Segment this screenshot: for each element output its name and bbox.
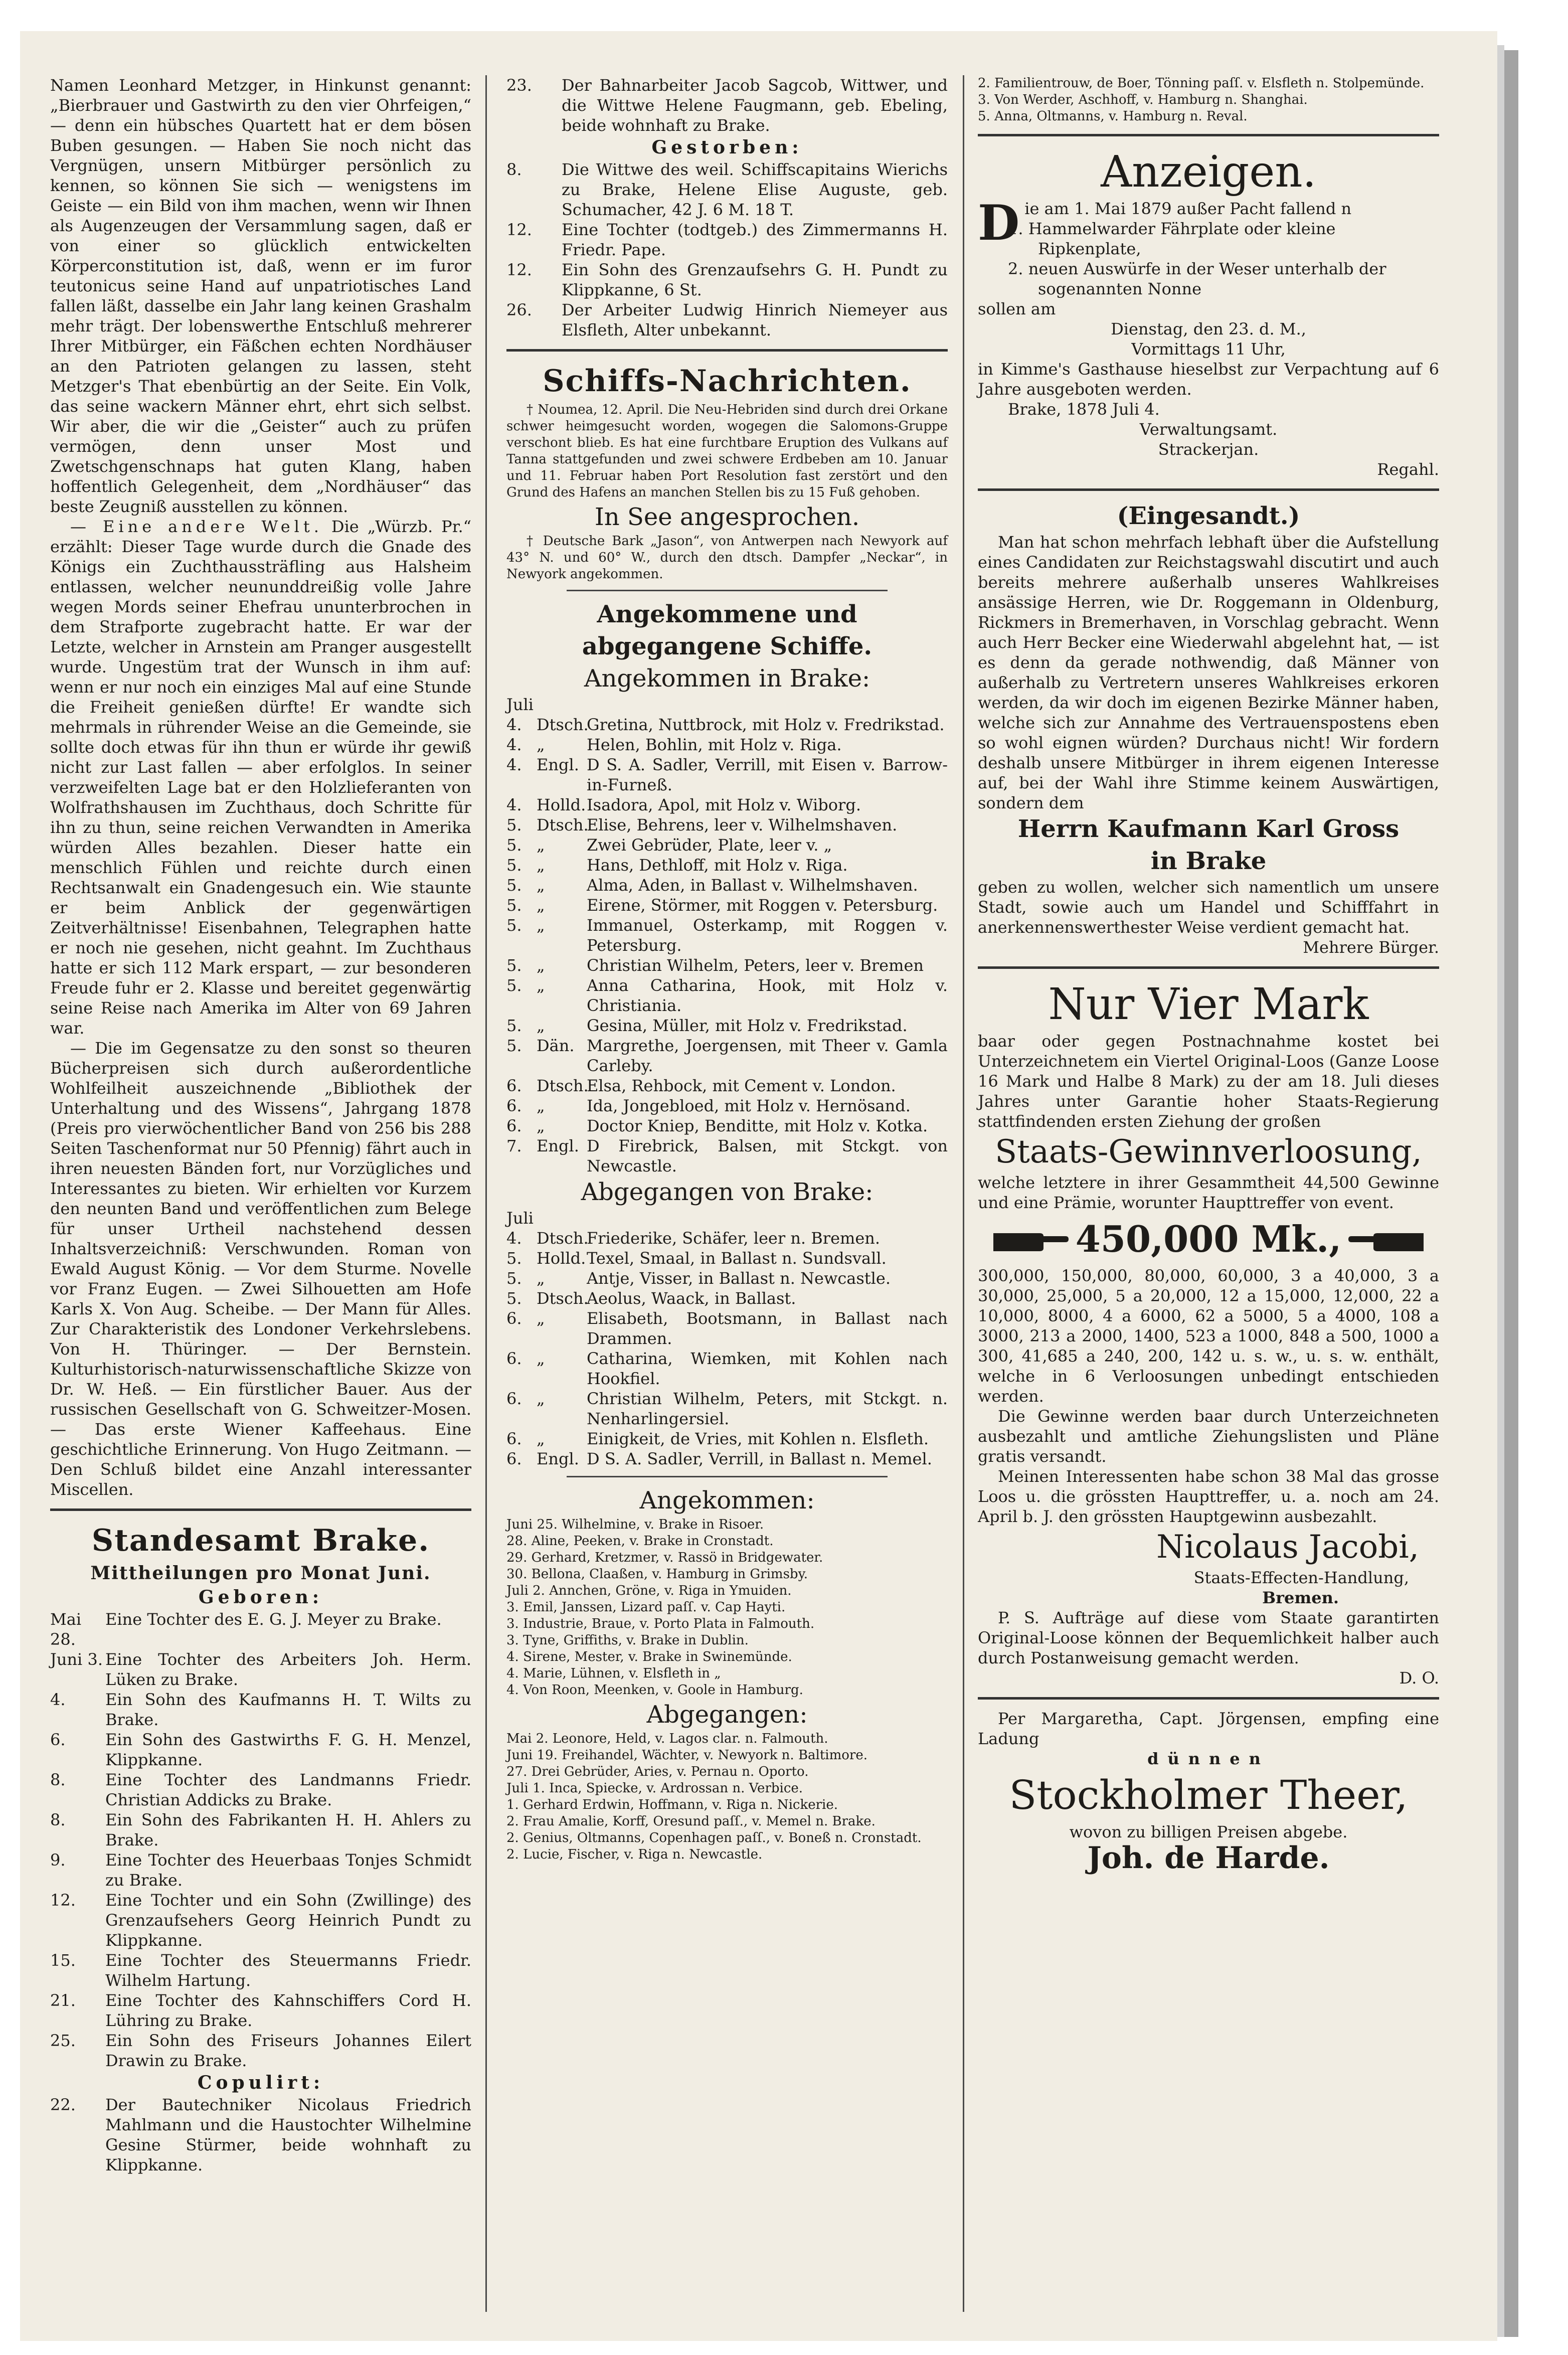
list-item — [506, 1429, 948, 1449]
submitted-title: (Eingesandt.) — [1117, 502, 1300, 530]
entry-date: 6. — [506, 1389, 522, 1408]
entry-text: Ein Sohn des Fabrikanten H. H. Ahlers zu Brake. — [105, 1810, 471, 1849]
lease-time: Vormittags 11 Uhr, — [1131, 340, 1286, 359]
firm-city: Bremen. — [1262, 1588, 1339, 1607]
entry-flag: Dtsch. — [537, 1076, 589, 1095]
month-label: Juli — [506, 1209, 534, 1228]
list-item — [506, 1116, 948, 1136]
entry-text: D S. A. Sadler, Verrill, in Ballast n. Memel. — [587, 1449, 932, 1468]
subsection-title: In See angesprochen. — [594, 503, 860, 531]
entry-date: 5. — [506, 1016, 522, 1035]
entry-date: 5. — [506, 956, 522, 975]
section-divider — [506, 349, 948, 352]
tar-ad-thin: dünnen — [1147, 1749, 1270, 1768]
entry-date: 5. — [506, 1036, 522, 1055]
entry-date: 5. — [506, 876, 522, 895]
list-item — [506, 1136, 948, 1176]
entry-text: Ein Sohn des Friseurs Johannes Eilert Drawin zu Brake. — [105, 2031, 471, 2070]
entry-date: 4. — [506, 715, 522, 734]
section-divider — [978, 966, 1439, 969]
entry-text: Eirene, Störmer, mit Roggen v. Petersburg. — [587, 896, 938, 915]
entry-date: 5. — [506, 815, 522, 834]
entry-date: 4. — [50, 1690, 66, 1709]
list-item — [50, 1609, 471, 1649]
entry-date: 5. — [506, 896, 522, 915]
entry-date: 9. — [50, 1851, 66, 1870]
list-item: 27. Drei Gebrüder, Aries, v. Pernau n. Oporto. — [506, 1764, 809, 1779]
subsection-title: Angekommen: — [639, 1486, 815, 1515]
submitted-text: Man hat schon mehrfach lebhaft über die Aufstellung eines Candidaten zur Reichstagswahl discutirt und auch bereits mehrere außerhalb unseres Wahlkreises ansässige Herren, wie Dr. Roggemann in Oldenburg, Rickmers in Bremerhaven, in Vorschlag gebracht. Wenn auch Herr Becker eine Wiederwahl abgelehnt hat, — ist es denn da gerade nothwendig, daß Männer von außerhalb zu Vertretern unseres Wahlkreises erkoren werden, da wir doch im eigenen Bezirke Männer haben, welche sich zur Annahme des Vertrauenspostens eben so wohl eignen würden? Durchaus nicht! Wir fordern deshalb unsere Mitbürger in ihrem eigenen Interesse auf, bei der Wahl ihre Stimme keinem Auswärtigen, sondern dem — [978, 533, 1439, 812]
entry-text: Eine Tochter (todtgeb.) des Zimmermanns H. Friedr. Pape. — [562, 220, 948, 259]
list-item — [506, 1308, 948, 1349]
entry-date: 5. — [506, 976, 522, 995]
entry-text: Hans, Dethloff, mit Holz v. Riga. — [587, 856, 848, 875]
entry-flag: Dtsch. — [537, 715, 589, 734]
lottery-text-2: welche letztere in ihrer Gesammtheit 44,500 Gewinne und eine Prämie, worunter Haupttreffer von event. — [978, 1173, 1439, 1212]
divider — [567, 1476, 888, 1477]
entry-flag: Engl. — [537, 1136, 579, 1155]
column-rule-1 — [485, 75, 487, 2312]
entry-text: Zwei Gebrüder, Plate, leer v. „ — [587, 835, 832, 855]
lottery-ps-sign: D. O. — [1399, 1668, 1439, 1688]
lottery-headline: Staats-Gewinnverloosung, — [995, 1133, 1422, 1170]
article-heading: — Eine andere Welt. — [70, 517, 323, 536]
page-edge — [1497, 45, 1504, 2337]
article-text: Namen Leonhard Metzger, in Hinkunst genannt: „Bierbrauer und Gastwirth zu den vier Ohrfeigen,“ — denn ein hübsches Quartett hat er dem bösen Buben gesungen. — Haben Sie noch nicht das Vergnügen, unsern Mitbürger persönlich zu kennen, so können Sie sich — wenigstens im Geiste — ein Bild von ihm machen, wenn wir Ihnen als Augenzeugen der Versammlung sagen, daß er von einer so glücklich entwickelten Körperconstitution ist, daß, wenn er im furor teutonicus seine Hand auf unpatriotisches Land fallen läßt, dasselbe ein Jahr lang keinen Grashalm mehr trägt. Der lobenswerthe Entschluß mehrerer Ihrer Mitbürger, ein Fäßchen echten Nordhäuser an den Patrioten gelangen zu lassen, steht Metzger's That ebenbürtig an der Seite. Ein Volk, das seine wackern Männer ehrt, ehrt sich selbst. Wir aber, die wir die „Geister“ auch zu prüfen vermögen, denn unser Most und Zwetschgenschnaps hat guten Klang, haben hoffentlich Gelegenheit, dem „Nordhäuser“ das beste Zeugniß ausstellen zu können. — [50, 76, 471, 516]
list-item — [506, 975, 948, 1016]
entry-flag: „ — [537, 876, 545, 895]
entry-flag: „ — [537, 1309, 545, 1328]
prize-list: 300,000, 150,000, 80,000, 60,000, 3 a 40,000, 3 a 30,000, 25,000, 5 a 20,000, 12 a 15,000, 12,000, 22 a 10,000, 8000, 4 a 6000, 62 a 5000, 5 a 4000, 108 a 3000, 213 a 2000, 1400, 523 a 1000, 848 a 500, 1000 a 300, 41,685 a 240, 200, 142 u. s. w., u. s. w. enthält, welche in 6 Verloosungen unbedingt entschieden werden. — [978, 1266, 1439, 1406]
list-item — [50, 1990, 471, 2031]
column-2 — [506, 75, 948, 1863]
list-item — [50, 1810, 471, 1850]
section-divider — [978, 1697, 1439, 1700]
entry-date: Mai 28. — [50, 1610, 82, 1649]
firm-name: Nicolaus Jacobi, — [1156, 1529, 1419, 1566]
column-1 — [50, 75, 471, 2175]
arrivals-list — [506, 715, 948, 1176]
entry-flag: Dtsch. — [537, 1289, 589, 1308]
list-item — [506, 1016, 948, 1036]
news-noumea: † Noumea, 12. April. Die Neu-Hebriden sind durch drei Orkane schwer heimgesucht worden, wogegen die Salomons-Gruppe verschont blieb. Es hat eine furchtbare Eruption des Vulkans auf Tanna stattgefunden und zwei schwere Erdbeben am 10. Januar und 11. Februar haben Port Resolution fast zerstört und den Grund des Hafens an manchen Stellen bis zu 15 Fuß gehoben. — [506, 402, 948, 500]
entry-text: Elise, Behrens, leer v. Wilhelmshaven. — [587, 815, 898, 834]
births-heading: Geboren: — [198, 1587, 323, 1608]
entry-text: Christian Wilhelm, Peters, mit Stckgt. n. Nenharlingersiel. — [587, 1389, 948, 1428]
marriages-list — [50, 2095, 471, 2175]
list-item — [50, 1690, 471, 1730]
entry-text: Eine Tochter des Steuermanns Friedr. Wilhelm Hartung. — [105, 1951, 471, 1990]
entry-flag: Engl. — [537, 755, 579, 774]
lease-signer: Strackerjan. — [1158, 440, 1259, 459]
list-item — [506, 1248, 948, 1268]
binding-edge — [1504, 50, 1518, 2337]
entry-date: 6. — [506, 1449, 522, 1468]
entry-text: Die Wittwe des weil. Schiffscapitains Wierichs zu Brake, Helene Elise Auguste, geb. Schumacher, 42 J. 6 M. 18 T. — [562, 160, 948, 219]
entry-flag: „ — [537, 1096, 545, 1115]
list-item — [506, 755, 948, 795]
entry-flag: „ — [537, 835, 545, 855]
entry-text: Eine Tochter des Landmanns Friedr. Christian Addicks zu Brake. — [105, 1770, 471, 1809]
entry-text: Eine Tochter des E. G. J. Meyer zu Brake. — [105, 1610, 442, 1629]
entry-date: 5. — [506, 835, 522, 855]
subsection-title: Abgegangen von Brake: — [581, 1178, 874, 1206]
list-item: 3. Tyne, Griffiths, v. Brake in Dublin. — [506, 1633, 749, 1648]
entry-text: Einigkeit, de Vries, mit Kohlen n. Elsfleth. — [587, 1429, 929, 1448]
entry-date: 5. — [506, 1289, 522, 1308]
subsection-title: Angekommen in Brake: — [584, 664, 870, 693]
entry-flag: Dtsch. — [537, 1229, 589, 1248]
list-item — [506, 159, 948, 220]
lease-text: in Kimme's Gasthause hieselbst zur Verpachtung auf 6 Jahre ausgeboten werden. — [978, 360, 1439, 399]
tar-ad-text: Per Margaretha, Capt. Jörgensen, empfing eine Ladung — [978, 1709, 1439, 1748]
firm-type: Staats-Effecten-Handlung, — [1193, 1568, 1409, 1587]
entry-text: Ein Sohn des Kaufmanns H. T. Wilts zu Brake. — [105, 1690, 471, 1729]
news-spoken: † Deutsche Bark „Jason“, von Antwerpen nach Newyork auf 43° N. und 60° W., durch den dtsch. Dampfer „Neckar“, in Newyork angekommen. — [506, 534, 948, 582]
lease-ad: Die am 1. Mai 1879 außer Pacht fallend n 1. Hammelwarder Fährplate oder kleine Ripkenplate, 2. neuen Auswürfe in der Weser unterhalb der sogenannten Nonne sollen am Dienstag, den 23. d. M., Vormittags 11 Uhr, in Kimme's Gasthause hieselbst zur Verpachtung auf 6 Jahre ausgeboten werden. Brake, 1878 Juli 4. Verwaltungsamt. Strackerjan. Regahl. — [978, 195, 1439, 479]
list-item — [506, 1228, 948, 1248]
list-item — [506, 1349, 948, 1389]
entry-flag: „ — [537, 1016, 545, 1035]
list-item — [50, 2095, 471, 2175]
list-item — [506, 1076, 948, 1096]
entry-text: Der Arbeiter Ludwig Hinrich Niemeyer aus Elsfleth, Alter unbekannt. — [562, 300, 948, 340]
library-notice: — Die im Gegensatze zu den sonst so theuren Bücherpreisen sich durch außerordentliche Wohlfeilheit auszeichnende „Bibliothek der Unterhaltung und des Wissens“, Jahrgang 1878 (Preis pro vierwöchentlicher Band von 256 bis 288 Seiten Taschenformat nur 50 Pfennig) fährt auch in ihren neuesten Bänden fort, nur Vorzügliches und Interessantes zu bieten. Wir erhielten vor Kurzem den neunten Band und veröffentlichen zum Belege für unser Urtheil nachstehend dessen Inhaltsverzeichniß: Verschwunden. Roman von Ewald August König. — Vor dem Sturme. Novelle vor Franz Eugen. — Zwei Silhouetten am Hofe Karls X. Von Aug. Scheibe. — Der Mann für Alles. Zur Charakteristik des Londoner Verkehrslebens. Von H. Thüringer. — Der Bernstein. Kulturhistorisch-naturwissenschaftliche Skizze von Dr. W. Heß. — Ein fürstlicher Bauer. Aus der russischen Gesellschaft von G. Schweitzer-Mosen. — Das erste Wiener Kaffeehaus. Eine geschichtliche Erinnerung. Von Hugo Zeitmann. — Den Schluß bildet eine Anzahl interessanter Miscellen. — [50, 1039, 471, 1499]
list-item: 5. Anna, Oltmanns, v. Hamburg n. Reval. — [978, 109, 1248, 124]
entry-flag: „ — [537, 1269, 545, 1288]
entry-date: 4. — [506, 1229, 522, 1248]
births-list — [50, 1609, 471, 2071]
entry-flag: Dän. — [537, 1036, 575, 1055]
entry-text: Eine Tochter des Kahnschiffers Cord H. Lühring zu Brake. — [105, 1991, 471, 2030]
entry-date: 6. — [506, 1096, 522, 1115]
article-other-world — [50, 517, 471, 1038]
list-item — [506, 915, 948, 955]
entry-date: 12. — [506, 220, 532, 239]
entry-text: Doctor Kniep, Benditte, mit Holz v. Kotka. — [587, 1116, 928, 1135]
entry-flag: Dtsch. — [537, 815, 589, 834]
list-item: 3. Von Werder, Aschhoff, v. Hamburg n. Shanghai. — [978, 92, 1308, 107]
list-item — [506, 220, 948, 260]
section-divider — [978, 488, 1439, 491]
column-3 — [978, 75, 1439, 1874]
ads-title: Anzeigen. — [1101, 147, 1316, 197]
entry-date: 12. — [506, 260, 532, 279]
entry-date: 6. — [506, 1309, 522, 1328]
submitted-text-end: geben zu wollen, welcher sich namentlich um unsere Stadt, sowie auch um Handel und Schifffahrt in anerkennenswerthester Weise verdient gemacht hat. — [978, 878, 1439, 937]
entry-flag: „ — [537, 1116, 545, 1135]
list-item: 28. Aline, Peeken, v. Brake in Cronstadt. — [506, 1534, 774, 1549]
list-item — [506, 1449, 948, 1469]
list-item — [506, 855, 948, 875]
lottery-text-3: Die Gewinne werden baar durch Unterzeichneten ausbezahlt und amtliche Ziehungslisten und Pläne gratis versandt. — [978, 1407, 1439, 1466]
entry-date: 26. — [506, 300, 532, 319]
list-item — [50, 1730, 471, 1770]
list-item — [506, 875, 948, 895]
list-item — [506, 300, 948, 340]
list-item: 2. Frau Amalie, Korff, Oresund paſſ., v. Memel n. Brake. — [506, 1814, 876, 1829]
entry-text: Texel, Smaal, in Ballast n. Sundsvall. — [587, 1249, 887, 1268]
entry-text: Aeolus, Waack, in Ballast. — [587, 1289, 796, 1308]
article-text: Die „Würzb. Pr.“ erzählt: Dieser Tage wurde durch die Gnade des Königs ein Zuchthaussträfling aus Halsheim entlassen, welcher neununddreißig volle Jahre wegen Mords seiner Ehefrau ununterbrochen in dem Strafporte zugebracht hatte. Er war der Letzte, welcher in Arnstein am Pranger ausgestellt wurde. Ungestüm trat der Wunsch in ihm auf: wenn er nur noch ein einziges Mal auf eine Stunde die Freiheit genießen dürfte! Er wandte sich mehrmals in rührender Weise an die Gemeinde, sie sollte doch etwas für ihn thun er würde ihr gewiß nicht zur Last fallen — aber erfolglos. In seiner verzweifelten Lage bat er den Holzlieferanten von Wolfrathshausen im Zuchthaus, doch Schritte für ihn zu thun, seine reichen Verwandten in Amerika würden Alles bezahlen. Dieser hatte ein menschlich Fühlen und reichte durch einen Rechtsanwalt ein Gnadengesuch ein. Wie staunte er beim Anblick der gegenwärtigen Zeitverhältnisse! Eisenbahnen, Telegraphen hatte er noch nie gesehen, nicht geahnt. Im Zuchthaus hatte er sich 112 Mark erspart, — zur besonderen Freude fuhr er 2. Klasse und bereitet gegenwärtig seine Reise nach Amerika im Alter von 69 Jahren war. — [50, 517, 471, 1038]
entry-flag: „ — [537, 896, 545, 915]
lease-items — [1008, 219, 1439, 299]
list-item — [506, 795, 948, 815]
entry-date: 7. — [506, 1136, 522, 1155]
pointing-hand-icon — [1348, 1226, 1424, 1252]
lease-place: Brake, 1878 Juli 4. — [1008, 400, 1160, 419]
entry-text: Ida, Jongebloed, mit Holz v. Hernösand. — [587, 1096, 911, 1115]
list-item — [50, 1950, 471, 1990]
list-item: 4. Marie, Lühnen, v. Elsfleth in „ — [506, 1666, 721, 1681]
entry-text: Immanuel, Osterkamp, mit Roggen v. Petersburg. — [587, 916, 948, 955]
tar-ad-price: wovon zu billigen Preisen abgebe. — [1069, 1822, 1348, 1841]
list-item — [50, 1890, 471, 1950]
entry-date: 23. — [506, 76, 532, 95]
entry-text: Isadora, Apol, mit Holz v. Wiborg. — [587, 795, 861, 814]
entry-date: Juni 3. — [50, 1650, 103, 1669]
list-item — [506, 260, 948, 300]
list-item: 4. Von Roon, Meenken, v. Goole in Hamburg. — [506, 1683, 803, 1698]
entry-date: 21. — [50, 1991, 76, 2010]
entry-text: Gretina, Nuttbrock, mit Holz v. Fredrikstad. — [587, 715, 945, 734]
pointing-hand-icon — [993, 1226, 1069, 1252]
list-item — [506, 1036, 948, 1076]
entry-date: 4. — [506, 795, 522, 814]
entry-date: 5. — [506, 916, 522, 935]
entry-text: Antje, Visser, in Ballast n. Newcastle. — [587, 1269, 891, 1288]
entry-flag: „ — [537, 916, 545, 935]
entry-text: Anna Catharina, Hook, mit Holz v. Christiania. — [587, 976, 948, 1015]
section-divider — [978, 134, 1439, 136]
entry-date: 4. — [506, 735, 522, 754]
list-item: 1. Hammelwarder Fährplate oder kleine Ripkenplate, — [1008, 219, 1336, 258]
lottery-title: Nur Vier Mark — [1048, 979, 1369, 1030]
entry-date: 8. — [50, 1810, 66, 1829]
list-item: 3. Industrie, Braue, v. Porto Plata in Falmouth. — [506, 1616, 815, 1631]
list-item — [50, 1770, 471, 1810]
list-item: Juni 25. Wilhelmine, v. Brake in Risoer. — [506, 1517, 764, 1532]
entry-text: Der Bahnarbeiter Jacob Sagcob, Wittwer, und die Wittwe Helene Faugmann, geb. Ebeling, beide wohnhaft zu Brake. — [562, 76, 948, 135]
submitted-sign: Mehrere Bürger. — [1303, 938, 1439, 957]
list-item — [506, 715, 948, 735]
list-item — [50, 1649, 471, 1690]
marriages-heading: Copulirt: — [197, 2072, 324, 2093]
entry-text: Der Bautechniker Nicolaus Friedrich Mahlmann und die Haustochter Wilhelmine Gesine Stürmer, beide wohnhaft zu Klippkanne. — [105, 2095, 471, 2174]
entry-date: 6. — [506, 1116, 522, 1135]
list-item: Mai 2. Leonore, Held, v. Lagos clar. n. Falmouth. — [506, 1731, 828, 1746]
entry-date: 5. — [506, 1249, 522, 1268]
column-rule-2 — [963, 75, 964, 2312]
list-item — [506, 735, 948, 755]
entry-text: Eine Tochter und ein Sohn (Zwillinge) des Grenzaufsehers Georg Heinrich Pundt zu Klippkanne. — [105, 1891, 471, 1950]
list-item — [506, 1389, 948, 1429]
lease-office: Verwaltungsamt. — [1139, 420, 1278, 439]
list-item: 4. Sirene, Mester, v. Brake in Swinemünde. — [506, 1649, 792, 1664]
entry-flag: Holld. — [537, 1249, 586, 1268]
entry-text: Friederike, Schäfer, leer n. Bremen. — [587, 1229, 881, 1248]
entry-flag: „ — [537, 856, 545, 875]
entry-flag: Holld. — [537, 795, 586, 814]
entry-text: Catharina, Wiemken, mit Kohlen nach Hookfiel. — [587, 1349, 948, 1388]
entry-flag: Engl. — [537, 1449, 579, 1468]
lease-date: Dienstag, den 23. d. M., — [1111, 319, 1306, 339]
entry-text: Ein Sohn des Gastwirths F. G. H. Menzel, Klippkanne. — [105, 1730, 471, 1769]
entry-date: 8. — [50, 1770, 66, 1789]
section-title: Standesamt Brake. — [91, 1523, 430, 1558]
list-item — [50, 2031, 471, 2071]
entry-flag: „ — [537, 735, 545, 754]
lottery-text: baar oder gegen Postnachnahme kostet bei Unterzeichnetem ein Viertel Original-Loos (Ganze Loose 16 Mark und Halbe 8 Mark) zu der am 18. Juli dieses Jahres unter Garantie hoher Staats-Regierung stattfindenden ersten Ziehung der großen — [978, 1032, 1439, 1131]
section-divider — [50, 1508, 471, 1511]
candidate-place: in Brake — [1150, 847, 1267, 875]
entry-date: 6. — [50, 1730, 66, 1749]
entry-date: 15. — [50, 1951, 76, 1970]
list-item: 30. Bellona, Claaßen, v. Hamburg in Grimsby. — [506, 1567, 808, 1582]
list-item: 1. Gerhard Erdwin, Hoffmann, v. Riga n. Nickerie. — [506, 1797, 838, 1812]
jackpot-amount: 450,000 Mk., — [1075, 1218, 1342, 1260]
list-item: Juli 1. Inca, Spiecke, v. Ardrossan n. Verbice. — [506, 1781, 803, 1796]
subsection-title: Abgegangen: — [646, 1701, 808, 1729]
list-item — [506, 835, 948, 855]
entry-text: Eine Tochter des Arbeiters Joh. Herm. Lüken zu Brake. — [105, 1650, 471, 1689]
entry-date: 6. — [506, 1429, 522, 1448]
entry-flag: „ — [537, 1429, 545, 1448]
entry-date: 8. — [506, 160, 522, 179]
divider — [567, 590, 888, 591]
entry-flag: „ — [537, 1389, 545, 1408]
entry-text: Eine Tochter des Heuerbaas Tonjes Schmidt zu Brake. — [105, 1851, 471, 1890]
lottery-ps: P. S. Aufträge auf diese vom Staate garantirten Original-Loose können der Bequemlichkeit halber auch durch Postanweisung gemacht werden. — [978, 1608, 1439, 1667]
list-item — [50, 1850, 471, 1890]
entry-flag: „ — [537, 976, 545, 995]
candidate-name: Herrn Kaufmann Karl Gross — [1017, 815, 1400, 843]
list-item — [506, 1096, 948, 1116]
marriages-list-cont — [506, 75, 948, 135]
list-item — [506, 895, 948, 915]
entry-date: 12. — [50, 1891, 76, 1910]
entry-text: D Firebrick, Balsen, mit Stckgt. von Newcastle. — [587, 1136, 948, 1175]
lottery-text-4: Meinen Interessenten habe schon 38 Mal das grosse Loos u. die grössten Haupttreffer, u. a. noch am 24. April b. J. den grössten Hauptgewinn ausbezahlt. — [978, 1467, 1439, 1526]
list-item: 2. Genius, Oltmanns, Copenhagen paſſ., v. Boneß n. Cronstadt. — [506, 1830, 922, 1845]
entry-date: 6. — [506, 1076, 522, 1095]
entry-flag: „ — [537, 956, 545, 975]
departures-abroad-list — [506, 1731, 948, 1863]
list-item: 2. neuen Auswürfe in der Weser unterhalb der sogenannten Nonne — [1008, 259, 1386, 298]
deaths-list — [506, 159, 948, 340]
section-subtitle: Mittheilungen pro Monat Juni. — [90, 1563, 431, 1584]
entry-text: Elisabeth, Bootsmann, in Ballast nach Drammen. — [587, 1309, 948, 1348]
entry-flag: „ — [537, 1349, 545, 1368]
list-item: Juli 2. Annchen, Gröne, v. Riga in Ymuiden. — [506, 1583, 792, 1598]
list-item: 3. Emil, Janssen, Lizard paſſ. v. Cap Hayti. — [506, 1600, 786, 1615]
list-item: 2. Familientrouw, de Boer, Tönning paſſ. v. Elsfleth n. Stolpemünde. — [978, 76, 1425, 91]
entry-text: Christian Wilhelm, Peters, leer v. Bremen — [587, 956, 924, 975]
arrivals-abroad-list — [506, 1517, 948, 1699]
entry-text: D S. A. Sadler, Verrill, mit Eisen v. Barrow-in-Furneß. — [587, 755, 948, 794]
drop-cap: D — [978, 195, 1020, 251]
entry-text: Ein Sohn des Grenzaufsehrs G. H. Pundt zu Klippkanne, 6 St. — [562, 260, 948, 299]
departures-list — [506, 1228, 948, 1469]
ship-movements-cont — [978, 75, 1439, 125]
entry-text: Gesina, Müller, mit Holz v. Fredrikstad. — [587, 1016, 908, 1035]
deaths-heading: Gestorben: — [651, 137, 803, 158]
entry-date: 5. — [506, 856, 522, 875]
list-item: 29. Gerhard, Kretzmer, v. Rassö in Bridgewater. — [506, 1550, 823, 1565]
lease-clerk: Regahl. — [1377, 460, 1439, 479]
list-item — [506, 815, 948, 835]
section-title: Schiffs-Nachrichten. — [543, 364, 912, 399]
section-title: Angekommene und abgegangene Schiffe. — [582, 600, 873, 660]
entry-text: Alma, Aden, in Ballast v. Wilhelmshaven. — [587, 876, 918, 895]
jackpot-row — [978, 1213, 1439, 1266]
list-item — [506, 1288, 948, 1308]
entry-date: 5. — [506, 1269, 522, 1288]
tar-ad-headline: Stockholmer Theer, — [1009, 1772, 1408, 1818]
entry-date: 6. — [506, 1349, 522, 1368]
entry-date: 25. — [50, 2031, 76, 2050]
list-item: Juni 19. Freihandel, Wächter, v. Newyork n. Baltimore. — [506, 1748, 868, 1763]
entry-date: 4. — [506, 755, 522, 774]
tar-ad-firm: Joh. de Harde. — [1087, 1840, 1330, 1876]
entry-text: Margrethe, Joergensen, mit Theer v. Gamla Carleby. — [587, 1036, 948, 1075]
month-label: Juli — [506, 695, 534, 714]
list-item — [506, 955, 948, 975]
list-item — [506, 1268, 948, 1288]
list-item: 2. Lucie, Fischer, v. Riga n. Newcastle. — [506, 1847, 763, 1862]
entry-date: 22. — [50, 2095, 76, 2114]
list-item — [506, 75, 948, 135]
entry-text: Elsa, Rehbock, mit Cement v. London. — [587, 1076, 896, 1095]
entry-text: Helen, Bohlin, mit Holz v. Riga. — [587, 735, 842, 754]
